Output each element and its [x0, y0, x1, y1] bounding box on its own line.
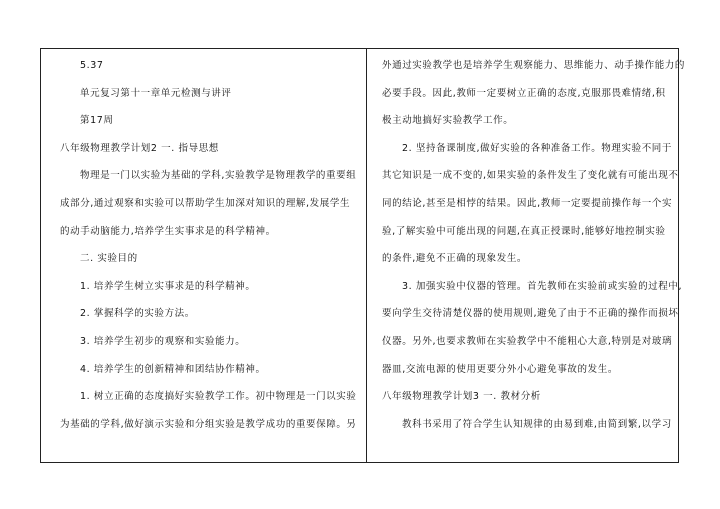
text-line: 3. 培养学生初步的观察和实验能力。	[80, 335, 246, 347]
text-line: 的动手动脑能力,培养学生实事求是的科学精神。	[60, 225, 276, 237]
text-line: 八年级物理教学计划2 一. 指导思想	[60, 142, 219, 154]
text-line: 八年级物理教学计划3 一. 教材分析	[382, 391, 541, 403]
text-line: 器皿,交流电源的使用更要分外小心避免事故的发生。	[382, 363, 618, 375]
text-line: 2. 掌握科学的实验方法。	[80, 308, 195, 320]
text-line: 为基础的学科,做好演示实验和分组实验是教学成功的重要保障。另	[60, 418, 357, 430]
text-line: 1. 树立正确的态度搞好实验教学工作。初中物理是一门以实验	[80, 391, 357, 403]
text-line: 2. 坚持备课制度,做好实验的各种准备工作。物理实验不同于	[402, 142, 673, 154]
left-column	[60, 52, 360, 438]
text-line: 要向学生交待清楚仪器的使用规则,避免了由于不正确的操作而损坏	[382, 308, 679, 320]
text-line: 物理是一门以实验为基础的学科,实验教学是物理教学的重要组	[80, 170, 357, 182]
text-line: 同的结论,甚至是相悖的结果。因此,教师一定要提前操作每一个实	[382, 197, 673, 209]
text-line: 单元复习第十一章单元检测与讲评	[80, 87, 232, 99]
right-column	[382, 52, 686, 438]
text-line: 1. 培养学生树立实事求是的科学精神。	[80, 280, 256, 292]
text-line: 3. 加强实验中仪器的管理。首先教师在实验前或实验的过程中,	[402, 280, 683, 292]
text-line: 5.37	[80, 60, 104, 71]
column-divider	[366, 48, 367, 463]
text-line: 其它知识是一成不变的,如果实验的条件发生了变化就有可能出现不	[382, 170, 679, 182]
text-line: 极主动地搞好实验教学工作。	[382, 115, 514, 127]
text-line: 必要手段。因此,教师一定要树立正确的态度,克服那畏难情绪,积	[382, 87, 666, 99]
text-line: 仪器。另外,也要求教师在实验教学中不能粗心大意,特别是对玻璃	[382, 335, 673, 347]
text-line: 的条件,避免不正确的现象发生。	[382, 253, 528, 265]
text-line: 4. 培养学生的创新精神和团结协作精神。	[80, 363, 266, 375]
text-line: 外通过实验教学也是培养学生观察能力、思维能力、动手操作能力的	[382, 60, 686, 71]
text-line: 成部分,通过观察和实验可以帮助学生加深对知识的理解,发展学生	[60, 197, 351, 209]
text-line: 教科书采用了符合学生认知规律的由易到难,由简到繁,以学习	[402, 418, 672, 430]
text-line: 二. 实验目的	[80, 253, 138, 265]
text-line: 第17周	[80, 115, 114, 127]
text-line: 验,了解实验中可能出现的问题,在真正授课时,能够好地控制实验	[382, 225, 666, 237]
